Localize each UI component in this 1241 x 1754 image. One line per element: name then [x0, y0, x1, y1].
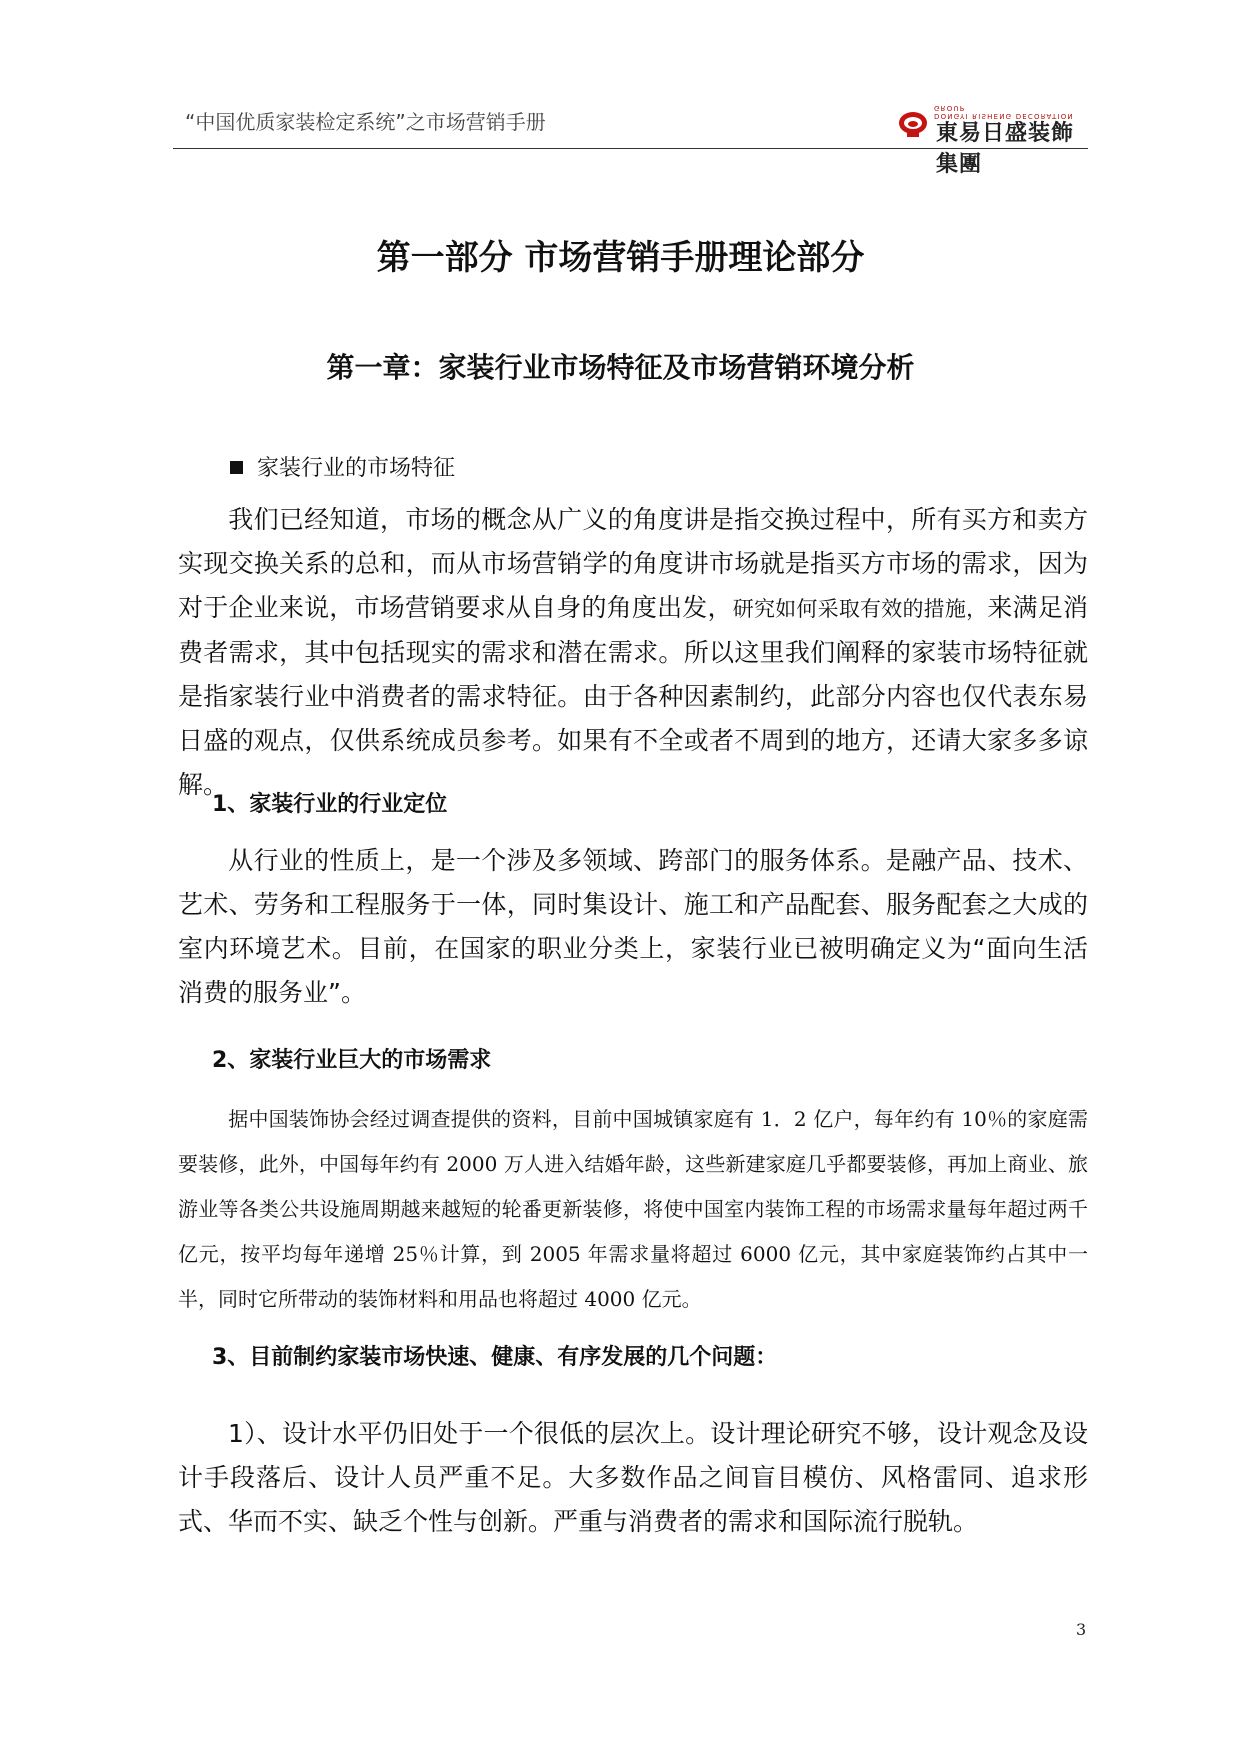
subsection-paragraph-2 — [178, 1097, 1088, 1322]
square-bullet-icon — [230, 461, 243, 474]
subsection-paragraph-1 — [178, 839, 1088, 1015]
intro-text-part1: 我们已经知道，市场的概念从广义的角度讲是指交换过程中，所有买方和卖方实现交换关系的总和，而从市场营销学的角度讲市场就是指买方市场的需求，因为对于企业来说，市场营销要求从自身的角度出发， — [178, 505, 1088, 622]
intro-paragraph — [178, 498, 1088, 807]
subsection-text-2: 据中国装饰协会经过调查提供的资料，目前中国城镇家庭有 1．2 亿户，每年约有 10％的家庭需要装修，此外，中国每年约有 2000 万人进入结婚年龄，这些新建家庭几乎都要装修，再加上商业、旅游业等各类公共设施周期越来越短的轮番更新装修，将使中国室内装饰工程的市场需求量每年超过两千亿元，按平均每年递增 25％计算，到 2005 年需求量将超过 6000 亿元，其中家庭装饰约占其中一半，同时它所带动的装饰材料和用品也将超过 4000 亿元。 — [178, 1107, 1088, 1311]
section-heading-text: 家装行业的市场特征 — [257, 456, 456, 481]
chapter-title: 第一章：家装行业市场特征及市场营销环境分析 — [326, 351, 915, 384]
logo-text: 東易日盛装飾集團 — [936, 121, 1075, 177]
intro-text-small: 研究如何采取有效的措施， — [732, 597, 988, 621]
intro-text-part2: 来满足消费者需求，其中包括现实的需求和潜在需求。所以这里我们阐释的家装市场特征就是指家装行业中消费者的需求特征。由于各种因素制约，此部分内容也仅代表东易日盛的观点，仅供系统成员参考。如果有不全或者不周到的地方，还请大家多多谅解。 — [178, 593, 1088, 799]
page-header — [173, 100, 1088, 177]
part-title: 第一部分 市场营销手册理论部分 — [376, 238, 865, 278]
subsection-heading-1: 1、家装行业的行业定位 — [212, 792, 448, 817]
logo-subtext: DONGYI RISHENG DECORATION GROUP — [934, 104, 1074, 120]
subsection-text-1: 从行业的性质上，是一个涉及多领域、跨部门的服务体系。是融产品、技术、艺术、劳务和工程服务于一体，同时集设计、施工和产品配套、服务配套之大成的室内环境艺术。目前，在国家的职业分类上，家装行业已被明确定义为“面向生活消费的服务业”。 — [178, 846, 1088, 1007]
subsection-heading-3: 3、目前制约家装市场快速、健康、有序发展的几个问题： — [212, 1345, 778, 1370]
page-number: 3 — [1076, 1620, 1087, 1639]
subsection-text-3: 1）、设计水平仍旧处于一个很低的层次上。设计理论研究不够，设计观念及设计手段落后、设计人员严重不足。大多数作品之间盲目模仿、风格雷同、追求形式、华而不实、缺乏个性与创新。严重与消费者的需求和国际流行脱轨。 — [178, 1419, 1088, 1536]
company-logo — [898, 104, 1088, 177]
subsection-paragraph-3 — [178, 1412, 1088, 1544]
header-divider — [173, 148, 1088, 149]
logo-emblem-icon — [898, 110, 928, 138]
section-heading — [230, 451, 455, 482]
subsection-heading-2: 2、家装行业巨大的市场需求 — [212, 1048, 492, 1073]
header-title: “中国优质家装检定系统”之市场营销手册 — [185, 110, 546, 134]
